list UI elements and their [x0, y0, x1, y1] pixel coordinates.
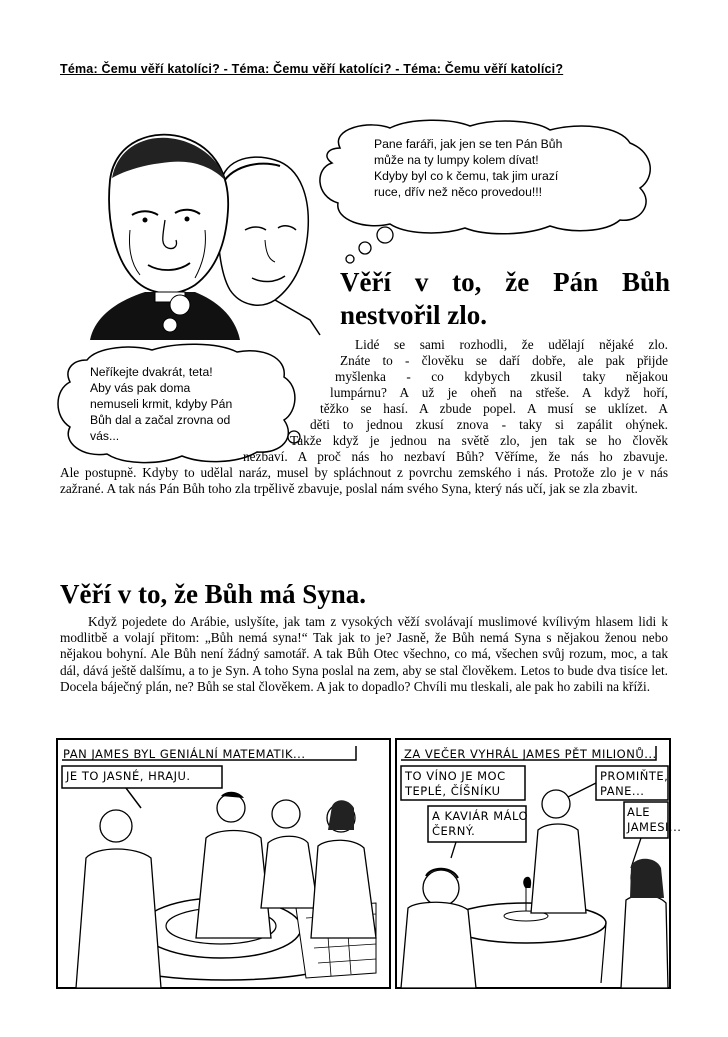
panel2-speech-woman-line: ALE [627, 805, 651, 819]
priest-and-woman-illustration [70, 120, 330, 340]
bubble-left-line: Neříkejte dvakrát, teta! [90, 365, 213, 379]
panel2-speech-waiter [600, 769, 668, 799]
section1-heading [340, 266, 670, 332]
panel2-speech-wine [405, 769, 506, 799]
panel2-speech-wine-line: TEPLÉ, ČÍŠNÍKU [405, 784, 501, 798]
bubble-left-line: nemuseli krmit, kdyby Pán [90, 397, 233, 411]
section1-line: nezbaví. A proč nás ho nezbaví Bůh? Věříme, že nás ho zbavuje. [243, 449, 668, 464]
panel2-speech-woman-line: JAMESI... [627, 820, 682, 834]
panel2-speech-wine-line: TO VÍNO JE MOC [405, 769, 506, 783]
section1-line: Znáte to - člověku se daří dobře, ale pak přijde [340, 353, 668, 368]
section1-line: Takže když je jednou na světě zlo, jen tak se ho člověk [290, 433, 668, 448]
panel1-speech: JE TO JASNÉ, HRAJU. [66, 769, 191, 783]
section1-tail: Ale postupně. Kdyby to udělal naráz, musel by spláchnout z povrchu zemského i nás. Protože zlo je v nás zažrané. A tak nás Pán Bůh toho zla trpělivě zbavuje, poslal nám svého Syna, který nás učí, jak se zla zbavit. [60, 465, 668, 497]
section1-line: lumpárnu? A už je oheň na střeše. A když hoří, [330, 385, 668, 400]
panel2-speech-woman [627, 805, 681, 835]
panel2-speech-waiter-line: PROMIŇTE, [600, 769, 669, 783]
panel2-speech-caviar-line: A KAVIÁR MÁLO [432, 809, 529, 823]
panel1-caption: PAN JAMES BYL GENIÁLNÍ MATEMATIK... [63, 747, 306, 761]
panel2-speech-caviar [432, 809, 528, 839]
section1-heading-line1: Věří v to, že Pán Bůh [340, 267, 670, 297]
section1-heading-line2: nestvořil zlo. [340, 300, 487, 330]
bubble-left-line: Bůh dal a začal zrovna od [90, 413, 231, 427]
section2-heading: Věří v to, že Bůh má Syna. [60, 579, 366, 609]
bubble-top-text [374, 136, 562, 200]
bubble-top-line: Pane faráři, jak jen se ten Pán Bůh [374, 137, 563, 151]
panel2-caption: ZA VEČER VYHRÁL JAMES PĚT MILIONŮ... [404, 747, 657, 761]
bubble-top-line: může na ty lumpy kolem dívat! [374, 153, 539, 167]
topic-header: Téma: Čemu věří katolíci? - Téma: Čemu věří katolíci? - Téma: Čemu věří katolíci? [60, 62, 564, 76]
bubble-left-text [90, 364, 232, 444]
panel2-speech-waiter-line: PANE... [600, 784, 645, 798]
bubble-left-line: Aby vás pak doma [90, 381, 191, 395]
panel2-speech-caviar-line: ČERNÝ. [432, 824, 476, 838]
section2-body: Když pojedete do Arábie, uslyšíte, jak tam z vysokých věží svolávají muslimové kvílivým hlasem lidi k modlitbě a volají přitom: „Bůh nemá syna!“ Tak jak to je? Jasně, že Bůh nemá Syna s nějakou ženou nebo nějakou bohyní. Ale Bůh není žádný samotář. A tak Bůh Otec všechno, co má, všechen svůj rozum, moc, a tak dál, dává ještě dalšímu, a to je Syn. A toho Syna poslal na zem, aby se stal člověkem. Letos to bude dva tisíce let. Docela báječný plán, ne? Bůh se stal člověkem. A jak to dopadlo? Chvíli mu tleskali, ale pak ho zabili na kříži. [60, 614, 668, 694]
bubble-top-line: Kdyby byl co k čemu, tak jim urazí [374, 169, 559, 183]
section1-line: myšlenka - co kdybych zkusil taky nějakou [335, 369, 668, 384]
section1-line: děti to jednou zkusí znova - taky si zapálit ohýnek. [310, 417, 668, 432]
section1-line: těžko se hasí. A zbude popel. A musí se uklízet. A [320, 401, 668, 416]
bubble-left-line: vás... [90, 429, 120, 443]
section1-line: Lidé se sami rozhodli, že udělají nějaké zlo. [355, 337, 668, 352]
bubble-top-line: ruce, dřív než něco provedou!!! [374, 185, 543, 199]
